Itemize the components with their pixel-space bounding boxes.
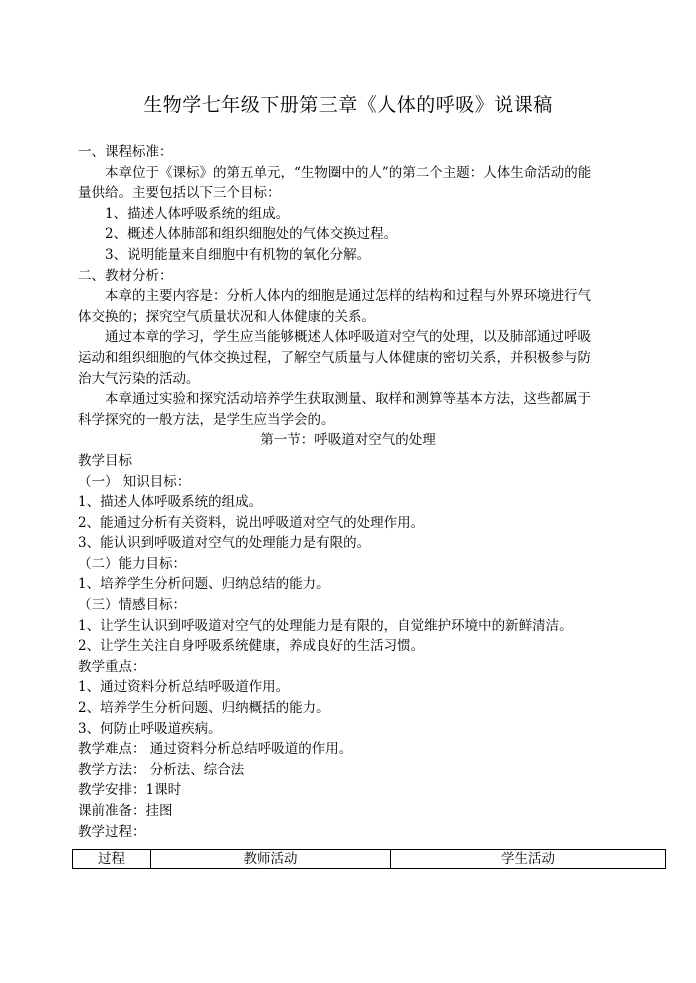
text-line: （三）情感目标：	[78, 597, 186, 614]
table-header-student: 学生活动	[501, 851, 555, 867]
text-line: 教学方法： 分析法、综合法	[78, 761, 245, 778]
text-line: 1、描述人体呼吸系统的组成。	[105, 205, 290, 222]
text-line: 1、描述人体呼吸系统的组成。	[78, 494, 263, 511]
text-line: 2、让学生关注自身呼吸系统健康，养成良好的生活习惯。	[78, 638, 425, 655]
text-line: 2、能通过分析有关资料，说出呼吸道对空气的处理作用。	[78, 514, 425, 531]
text-line: 1、让学生认识到呼吸道对空气的处理能力是有限的，自觉维护环境中的新鲜清洁。	[78, 617, 573, 634]
text-line: 运动和组织细胞的气体交换过程，了解空气质量与人体健康的密切关系，并积极参与防	[78, 349, 591, 366]
text-line: 二、教材分析：	[78, 267, 173, 284]
table-header-teacher: 教师活动	[151, 850, 391, 868]
text-line: 体交换的；探究空气质量状况和人体健康的关系。	[78, 308, 375, 325]
document-title: 生物学七年级下册第三章《人体的呼吸》说课稿	[143, 94, 553, 116]
text-line: （二）能力目标：	[78, 555, 186, 572]
text-line: 教学重点：	[78, 658, 146, 675]
text-line: 一、课程标准：	[78, 144, 173, 160]
text-line: （一） 知识目标：	[78, 473, 191, 490]
text-line: 量供给。主要包括以下三个目标：	[78, 185, 281, 202]
text-line: 第一节：呼吸道对空气的处理	[260, 432, 436, 449]
process-table-header	[72, 849, 666, 869]
text-line: 通过本章的学习，学生应当能够概述人体呼吸道对空气的处理，以及肺部通过呼吸	[105, 329, 591, 346]
document-body	[78, 142, 618, 842]
text-line: 本章通过实验和探究活动培养学生获取测量、取样和测算等基本方法，这些都属于	[105, 391, 591, 408]
text-line: 3、能认识到呼吸道对空气的处理能力是有限的。	[78, 535, 371, 552]
text-line: 教学过程：	[78, 823, 146, 840]
text-line: 1、通过资料分析总结呼吸道作用。	[78, 679, 290, 696]
text-line: 2、培养学生分析问题、归纳概括的能力。	[78, 700, 330, 717]
text-line: 教学目标	[78, 452, 132, 469]
text-line: 2、概述人体肺部和组织细胞处的气体交换过程。	[105, 226, 398, 243]
text-line: 教学难点： 通过资料分析总结呼吸道的作用。	[78, 741, 353, 758]
text-line: 1、培养学生分析问题、归纳总结的能力。	[78, 576, 330, 593]
text-line: 教学安排：1课时	[78, 782, 182, 799]
text-line: 本章的主要内容是：分析人体内的细胞是通过怎样的结构和过程与外界环境进行气	[105, 288, 591, 305]
text-line: 本章位于《课标》的第五单元，“生物圈中的人”的第二个主题：人体生命活动的能	[105, 164, 592, 181]
table-header-process: 过程	[73, 850, 151, 868]
text-line: 3、何防止呼吸道疾病。	[78, 720, 222, 737]
text-line: 3、说明能量来自细胞中有机物的氧化分解。	[105, 246, 371, 263]
text-line: 科学探究的一般方法，是学生应当学会的。	[78, 411, 335, 428]
text-line: 课前准备：挂图	[78, 803, 173, 819]
text-line: 治大气污染的活动。	[78, 370, 200, 387]
